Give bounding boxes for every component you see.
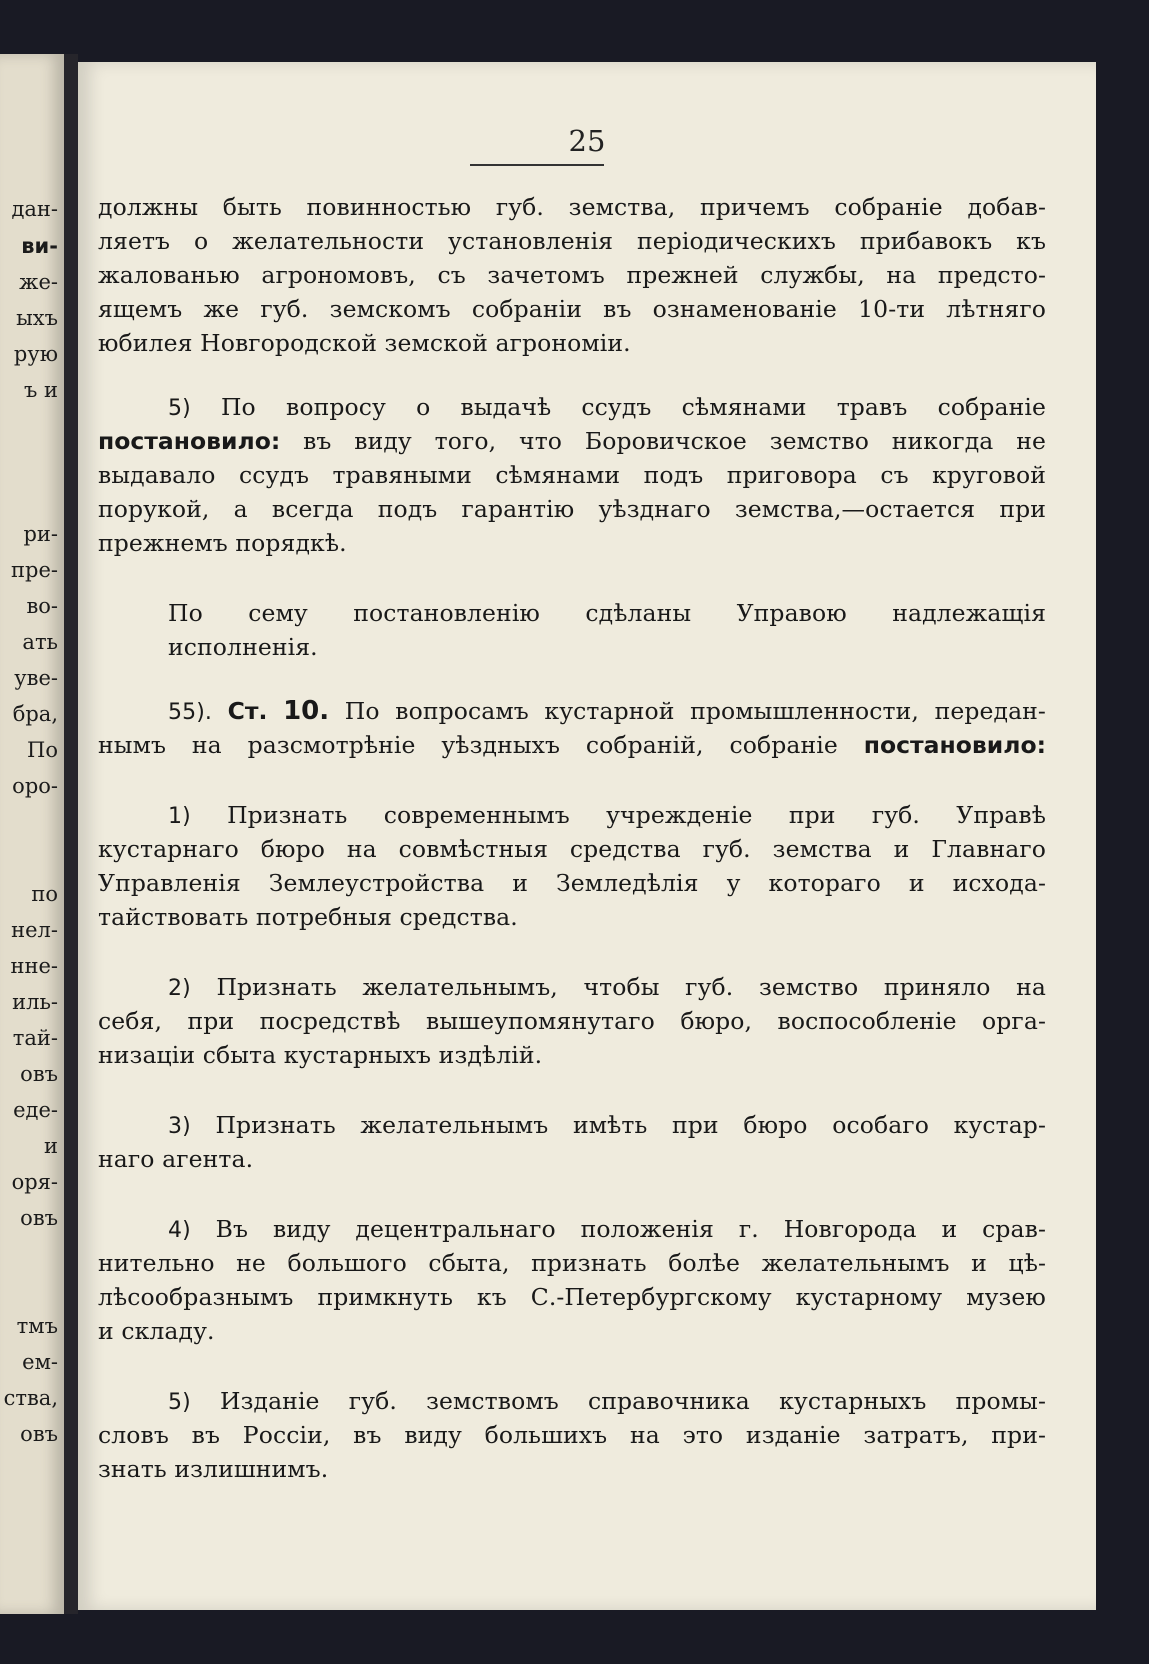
text-line: тайствовать потребныя средства. <box>98 903 518 931</box>
left-page-fragment: По <box>27 738 58 762</box>
text-line: знать излишнимъ. <box>98 1455 329 1483</box>
text-span: Признать желательнымъ имѣть при бюро особаго кустар- <box>215 1111 1046 1139</box>
left-page-fragment: же- <box>19 270 58 294</box>
paragraph <box>98 694 1046 762</box>
left-page-fragment: иль- <box>12 990 58 1014</box>
left-page-fragment: ри- <box>23 522 58 546</box>
list-item <box>98 1212 1046 1348</box>
left-page-fragment: овъ <box>20 1422 58 1446</box>
list-item <box>98 798 1046 934</box>
text-line: юбилея Новгородской земской агрономіи. <box>98 329 631 357</box>
page <box>78 62 1096 1610</box>
body-text <box>98 190 1046 1486</box>
text-line <box>98 424 1046 458</box>
text-line: и складу. <box>98 1317 215 1345</box>
left-page-fragment: тай- <box>12 1026 58 1050</box>
left-page-fragment: нне- <box>10 954 58 978</box>
item-number: 55). <box>168 700 212 725</box>
item-number: 5) <box>168 396 191 421</box>
text-span: По вопросу о выдачѣ ссудъ сѣмянами травъ собраніе <box>220 393 1046 421</box>
left-page-fragment: тмъ <box>16 1314 58 1338</box>
text-line <box>98 694 1046 728</box>
text-line: исполненія. <box>168 633 318 661</box>
left-page-fragment: ви- <box>21 234 58 258</box>
left-page-fragment: дан- <box>11 197 58 221</box>
text-line: выдавало ссудъ травяными сѣмянами подъ приговора съ круговой <box>98 461 1046 489</box>
left-page-fragment: во- <box>26 594 58 618</box>
text-line <box>98 970 1046 1004</box>
text-line: порукой, а всегда подъ гарантію уѣзднаго земства,—остается при <box>98 495 1046 523</box>
list-item <box>98 970 1046 1072</box>
text-span: Изданіе губ. земствомъ справочника кустарныхъ промы- <box>219 1387 1046 1415</box>
text-line: Управленія Землеустройства и Земледѣлія у котораго и исхода- <box>98 869 1046 897</box>
book-gutter <box>64 54 78 1614</box>
text-span: По вопросамъ кустарной промышленности, передан- <box>344 697 1046 725</box>
text-line: кустарнаго бюро на совмѣстныя средства губ. земства и Главнаго <box>98 835 1046 863</box>
left-page-fragment: нел- <box>11 918 58 942</box>
left-page-fragment: пре- <box>11 558 58 582</box>
left-page-fragment: уве- <box>14 666 58 690</box>
left-page-fragment: ыхъ <box>16 306 58 330</box>
item-number: 2) <box>168 976 191 1001</box>
left-page-fragment: ем- <box>22 1350 58 1374</box>
text-line: словъ въ Россіи, въ виду большихъ на это изданіе затратъ, при- <box>98 1421 1046 1449</box>
text-line <box>98 1108 1046 1142</box>
left-page-fragment: и <box>44 1134 58 1158</box>
left-page-fragment: ъ и <box>23 378 58 402</box>
left-page-edge <box>0 54 64 1614</box>
list-item <box>98 1108 1046 1176</box>
paragraph <box>98 596 1046 664</box>
paragraph <box>98 190 1046 360</box>
left-page-fragment: по <box>31 882 58 906</box>
left-page-fragment: оря- <box>11 1170 58 1194</box>
text-line: должны быть повинностью губ. земства, причемъ собраніе добав- <box>98 193 1046 221</box>
article-number: 10. <box>283 696 330 726</box>
text-line: По сему постановленію сдѣланы Управою надлежащія <box>168 599 1046 627</box>
bold-term: постановило: <box>863 731 1046 759</box>
text-line: нительно не большого сбыта, признать болѣе желательнымъ и цѣ- <box>98 1249 1046 1277</box>
item-number: 3) <box>168 1114 191 1139</box>
text-line <box>98 1212 1046 1246</box>
text-span: Въ виду децентральнаго положенія г. Новгорода и срав- <box>215 1215 1046 1243</box>
text-span: нымъ на разсмотрѣніе уѣздныхъ собраній, собраніе <box>98 731 838 759</box>
page-number-rule <box>470 164 604 166</box>
item-number: 1) <box>168 804 191 829</box>
article-label: Ст. <box>227 697 268 725</box>
left-page-fragment: ать <box>22 630 58 654</box>
left-page-fragment: бра, <box>12 702 58 726</box>
text-line <box>98 390 1046 424</box>
item-number: 5) <box>168 1390 191 1415</box>
left-page-fragment: оро- <box>12 774 58 798</box>
text-line: низаціи сбыта кустарныхъ издѣлій. <box>98 1041 543 1069</box>
left-page-fragment: овъ <box>20 1206 58 1230</box>
text-line: жалованью агрономовъ, съ зачетомъ прежней службы, на предсто- <box>98 261 1046 289</box>
text-line <box>98 1384 1046 1418</box>
paragraph <box>98 390 1046 560</box>
text-line: прежнемъ порядкѣ. <box>98 529 347 557</box>
item-number: 4) <box>168 1218 191 1243</box>
left-page-fragment: овъ <box>20 1062 58 1086</box>
left-page-fragment: рую <box>13 342 58 366</box>
text-line: ящемъ же губ. земскомъ собраніи въ ознаменованіе 10-ти лѣтняго <box>98 295 1046 323</box>
left-page-fragment: еде- <box>13 1098 58 1122</box>
text-span: Признать современнымъ учрежденіе при губ. Управѣ <box>227 801 1046 829</box>
left-page-fragment: ства, <box>3 1386 58 1410</box>
text-line: себя, при посредствѣ вышеупомянутаго бюро, воспособленіе орга- <box>98 1007 1046 1035</box>
page-number: 25 <box>568 124 606 158</box>
text-line <box>98 728 1046 762</box>
text-line <box>98 798 1046 832</box>
text-line: наго агента. <box>98 1145 254 1173</box>
text-line: лѣсообразнымъ примкнуть къ С.-Петербургскому кустарному музею <box>98 1283 1046 1311</box>
bold-term: постановило: <box>98 427 281 455</box>
list-item <box>98 1384 1046 1486</box>
text-span: въ виду того, что Боровичское земство никогда не <box>303 427 1046 455</box>
text-line: ляетъ о желательности установленія періодическихъ прибавокъ къ <box>98 227 1046 255</box>
text-span: Признать желательнымъ, чтобы губ. земство приняло на <box>216 973 1046 1001</box>
